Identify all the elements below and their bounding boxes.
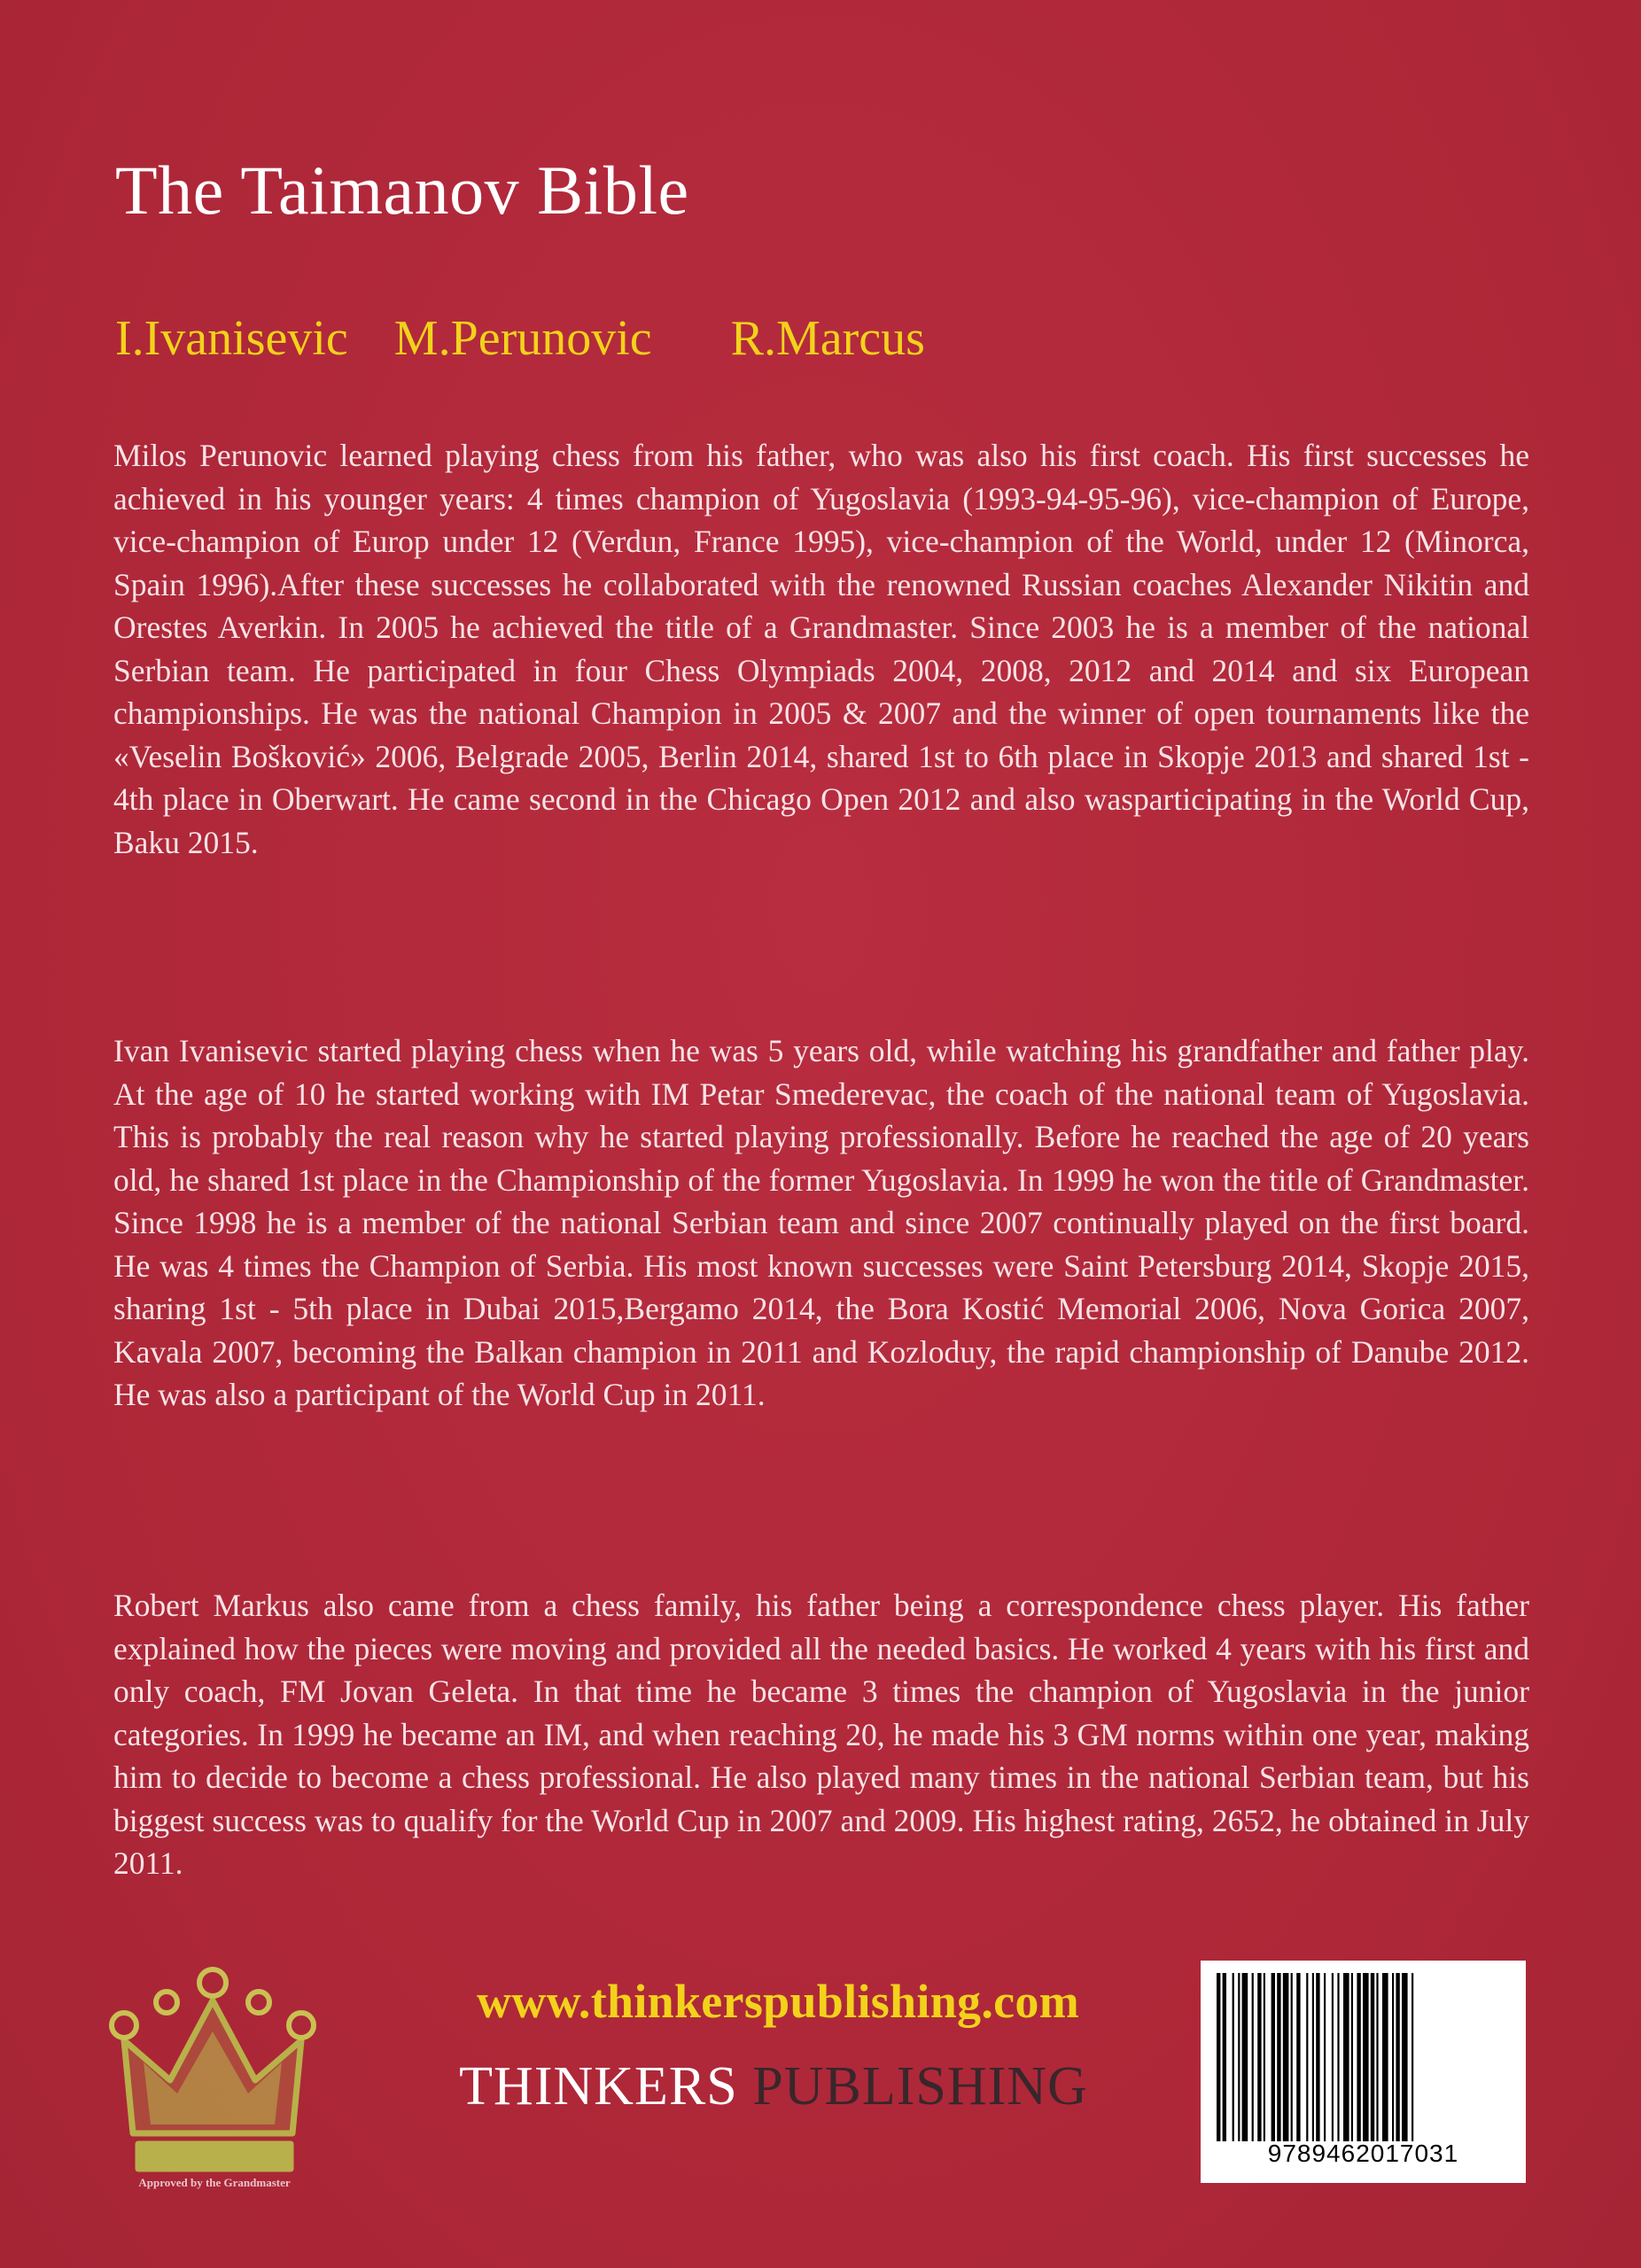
barcode-bar — [1392, 1973, 1394, 2141]
author-list — [115, 310, 925, 367]
author-name: I.Ivanisevic — [115, 311, 348, 366]
barcode-bar — [1316, 1973, 1319, 2141]
crown-icon — [108, 1947, 321, 2195]
book-title: The Taimanov Bible — [115, 151, 689, 229]
barcode-bar — [1312, 1973, 1314, 2141]
barcode-bar — [1242, 1973, 1248, 2141]
barcode-bar — [1363, 1973, 1369, 2141]
barcode-icon — [1215, 1973, 1512, 2141]
logo-caption: Approved by the Grandmaster — [138, 2176, 291, 2189]
barcode-bar — [1264, 1973, 1265, 2141]
barcode-bar — [1332, 1973, 1334, 2141]
barcode-bar — [1272, 1973, 1275, 2141]
barcode-bar — [1357, 1973, 1360, 2141]
publisher-website: www.thinkerspublishing.com — [477, 1975, 1079, 2028]
publisher-name-part2: PUBLISHING — [752, 2056, 1088, 2117]
barcode-bar — [1371, 1973, 1374, 2141]
barcode-bar — [1238, 1973, 1240, 2141]
author-name: M.Perunovic — [393, 311, 652, 366]
barcode-bar — [1343, 1973, 1349, 2141]
barcode-bar — [1382, 1973, 1388, 2141]
barcode-bar — [1412, 1973, 1413, 2141]
barcode-bar — [1337, 1973, 1339, 2141]
author-name: R.Marcus — [730, 311, 925, 366]
isbn-number: 9789462017031 — [1267, 2140, 1459, 2167]
barcode-bar — [1217, 1973, 1220, 2141]
barcode-bar — [1252, 1973, 1254, 2141]
barcode-bar — [1376, 1973, 1378, 2141]
barcode-bar — [1306, 1973, 1308, 2141]
barcode-bar — [1233, 1973, 1234, 2141]
barcode-bar — [1223, 1973, 1226, 2141]
isbn-barcode — [1201, 1961, 1526, 2183]
barcode-bar — [1402, 1973, 1408, 2141]
barcode-bar — [1283, 1973, 1289, 2141]
bio-perunovic: Milos Perunovic learned playing chess from his father, who was also his first coach. His first successes he achieved in his younger years: 4 times champion of Yugoslavia (1993-94-95-96), vice-champion of Europe, vice-champion of Europ under 12 (Verdun, France 1995), vice-champion of the World, under 12 (Minorca, Spain 1996).After these successes he collaborated with the renowned Russian coaches Alexander Nikitin and Orestes Averkin. In 2005 he achieved the title of a Grandmaster. Since 2003 he is a member of the national Serbian team. He participated in four Chess Olympiads 2004, 2008, 2012 and 2014 and six European championships. He was the national Champion in 2005 & 2007 and the winner of open tournaments like the «Veselin Bošković» 2006, Belgrade 2005, Berlin 2014, shared 1st to 6th place in Skopje 2013 and shared 1st - 4th place in Oberwart. He came second in the Chicago Open 2012 and also wasparticipating in the World Cup, Baku 2015. — [113, 438, 1529, 860]
barcode-bar — [1324, 1973, 1326, 2141]
publisher-name-part1: THINKERS — [459, 2056, 738, 2117]
barcode-bar — [1351, 1973, 1353, 2141]
publisher-name — [397, 2055, 1150, 2118]
barcode-bar — [1277, 1973, 1280, 2141]
bio-markus: Robert Markus also came from a chess family, his father being a correspondence chess player. His father explained how the pieces were moving and provided all the needed basics. He worked 4 years with his first and only coach, FM Jovan Geleta. In that time he became 3 times the champion of Yugoslavia in the junior categories. In 1999 he became an IM, and when reaching 20, he made his 3 GM norms within one year, making him to decide to become a chess professional. He also played many times in the national Serbian team, but his biggest success was to qualify for the World Cup in 2007 and 2009. His highest rating, 2652, he obtained in July 2011. — [113, 1588, 1529, 1881]
barcode-bar — [1396, 1973, 1399, 2141]
bio-ivanisevic: Ivan Ivanisevic started playing chess when he was 5 years old, while watching his grandfather and father play. At the age of 10 he started working with IM Petar Smederevac, the coach of the national team of Yugoslavia. This is probably the real reason why he started playing professionally. Before he reached the age of 20 years old, he shared 1st place in the Championship of the former Yugoslavia. In 1999 he won the title of Grandmaster. Since 1998 he is a member of the national Serbian team and since 2007 continually played on the first board. He was 4 times the Champion of Serbia. His most known successes were Saint Petersburg 2014, Skopje 2015, sharing 1st - 5th place in Dubai 2015,Bergamo 2014, the Bora Kostić Memorial 2006, Nova Gorica 2007, Kavala 2007, becoming the Balkan champion in 2011 and Kozloduy, the rapid championship of Danube 2012. He was also a participant of the World Cup in 2011. — [113, 1033, 1529, 1412]
barcode-bar — [1296, 1973, 1300, 2141]
barcode-bar — [1257, 1973, 1261, 2141]
barcode-bar — [1291, 1973, 1293, 2141]
